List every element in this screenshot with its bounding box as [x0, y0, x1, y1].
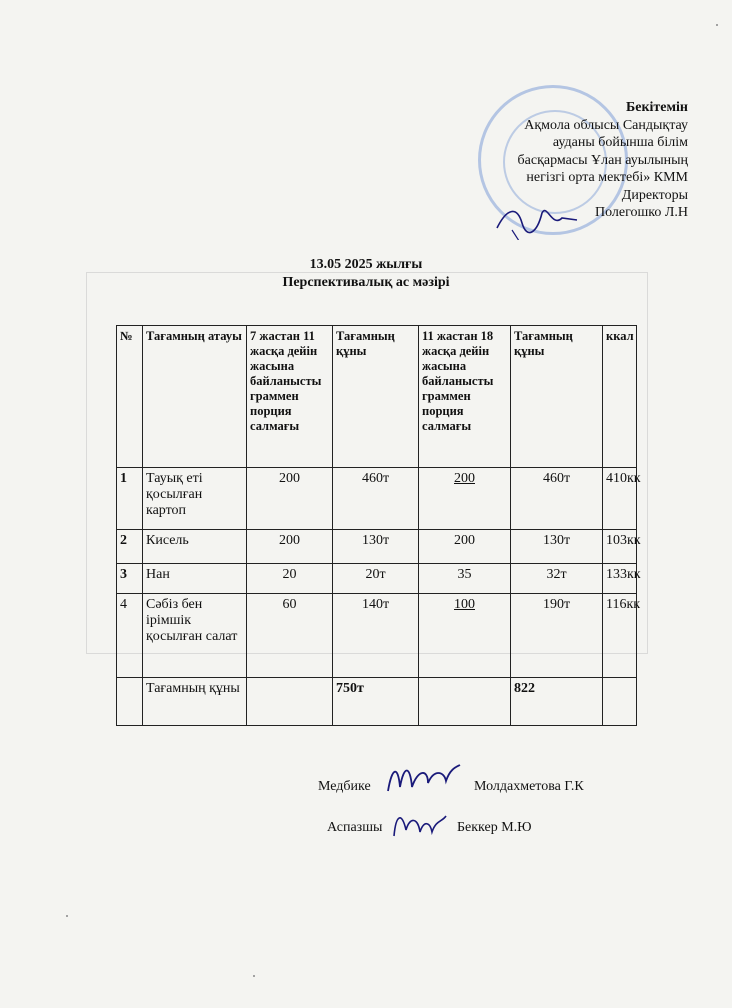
kcal: 410кк	[603, 468, 637, 530]
header-cell: ккал	[603, 326, 637, 468]
speck	[716, 24, 718, 26]
header-cell: Тағамның құны	[333, 326, 419, 468]
weight-7-11: 200	[247, 530, 333, 564]
price-11-18: 190т	[511, 594, 603, 678]
total-price-7-11: 750т	[333, 678, 419, 726]
menu-table	[116, 325, 641, 726]
weight-11-18: 100	[419, 594, 511, 678]
approval-line: негізгі орта мектебі» КММ	[526, 170, 688, 185]
approval-line: басқармасы Ұлан ауылының	[517, 152, 688, 168]
weight-7-11: 200	[247, 468, 333, 530]
nurse-signature	[384, 757, 464, 797]
price-7-11: 460т	[333, 468, 419, 530]
weight-7-11: 20	[247, 564, 333, 594]
price-11-18: 32т	[511, 564, 603, 594]
table-row	[117, 564, 637, 594]
weight-11-18: 200	[419, 530, 511, 564]
row-number: 2	[117, 530, 143, 564]
cook-signature	[390, 806, 448, 842]
table-row	[117, 594, 637, 678]
document-date: 13.05 2025 жылғы	[309, 257, 423, 272]
price-7-11: 140т	[333, 594, 419, 678]
header-cell: 7 жастан 11 жасқа дейін жасына байланысты граммен порция салмағы	[247, 326, 333, 468]
row-number: 4	[117, 594, 143, 678]
document-title: Перспективалық ас мәзірі	[282, 275, 450, 290]
header-cell: №	[117, 326, 143, 468]
nurse-role: Медбике	[318, 779, 371, 794]
price-7-11: 20т	[333, 564, 419, 594]
price-7-11: 130т	[333, 530, 419, 564]
header-cell: Тағамның атауы	[143, 326, 247, 468]
nurse-name: Молдахметова Г.К	[474, 779, 584, 794]
kcal: 133кк	[603, 564, 637, 594]
weight-11-18: 200	[419, 468, 511, 530]
dish-name: Кисель	[143, 530, 247, 564]
price-11-18: 460т	[511, 468, 603, 530]
row-number: 3	[117, 564, 143, 594]
cook-role: Аспазшы	[327, 820, 383, 835]
header-cell: 11 жастан 18 жасқа дейін жасына байланысты граммен порция салмағы	[419, 326, 511, 468]
cook-name: Беккер М.Ю	[457, 820, 532, 835]
dish-name: Сәбіз бен ірімшік қосылған салат	[143, 594, 247, 678]
kcal: 116кк	[603, 594, 637, 678]
total-price-11-18: 822	[511, 678, 603, 726]
table-row	[117, 468, 637, 530]
approval-heading: Бекітемін	[625, 100, 688, 115]
weight-11-18: 35	[419, 564, 511, 594]
table-row	[117, 530, 637, 564]
total-label: Тағамның құны	[143, 678, 247, 726]
kcal: 103кк	[603, 530, 637, 564]
weight-7-11: 60	[247, 594, 333, 678]
approval-line: Директоры	[621, 187, 688, 203]
table-header-row	[117, 326, 637, 468]
dish-name: Нан	[143, 564, 247, 594]
approval-signatory: Полегошко Л.Н	[595, 205, 688, 220]
approval-line: Ақмола облысы Сандықтау	[524, 117, 688, 133]
director-signature	[492, 198, 582, 240]
header-cell: Тағамның құны	[511, 326, 603, 468]
speck	[253, 975, 255, 977]
dish-name: Тауық еті қосылған картоп	[143, 468, 247, 530]
price-11-18: 130т	[511, 530, 603, 564]
table-total-row	[117, 678, 637, 726]
approval-line: ауданы бойынша білім	[552, 135, 688, 150]
bleed-through-text	[55, 75, 255, 205]
speck	[66, 915, 68, 917]
row-number: 1	[117, 468, 143, 530]
